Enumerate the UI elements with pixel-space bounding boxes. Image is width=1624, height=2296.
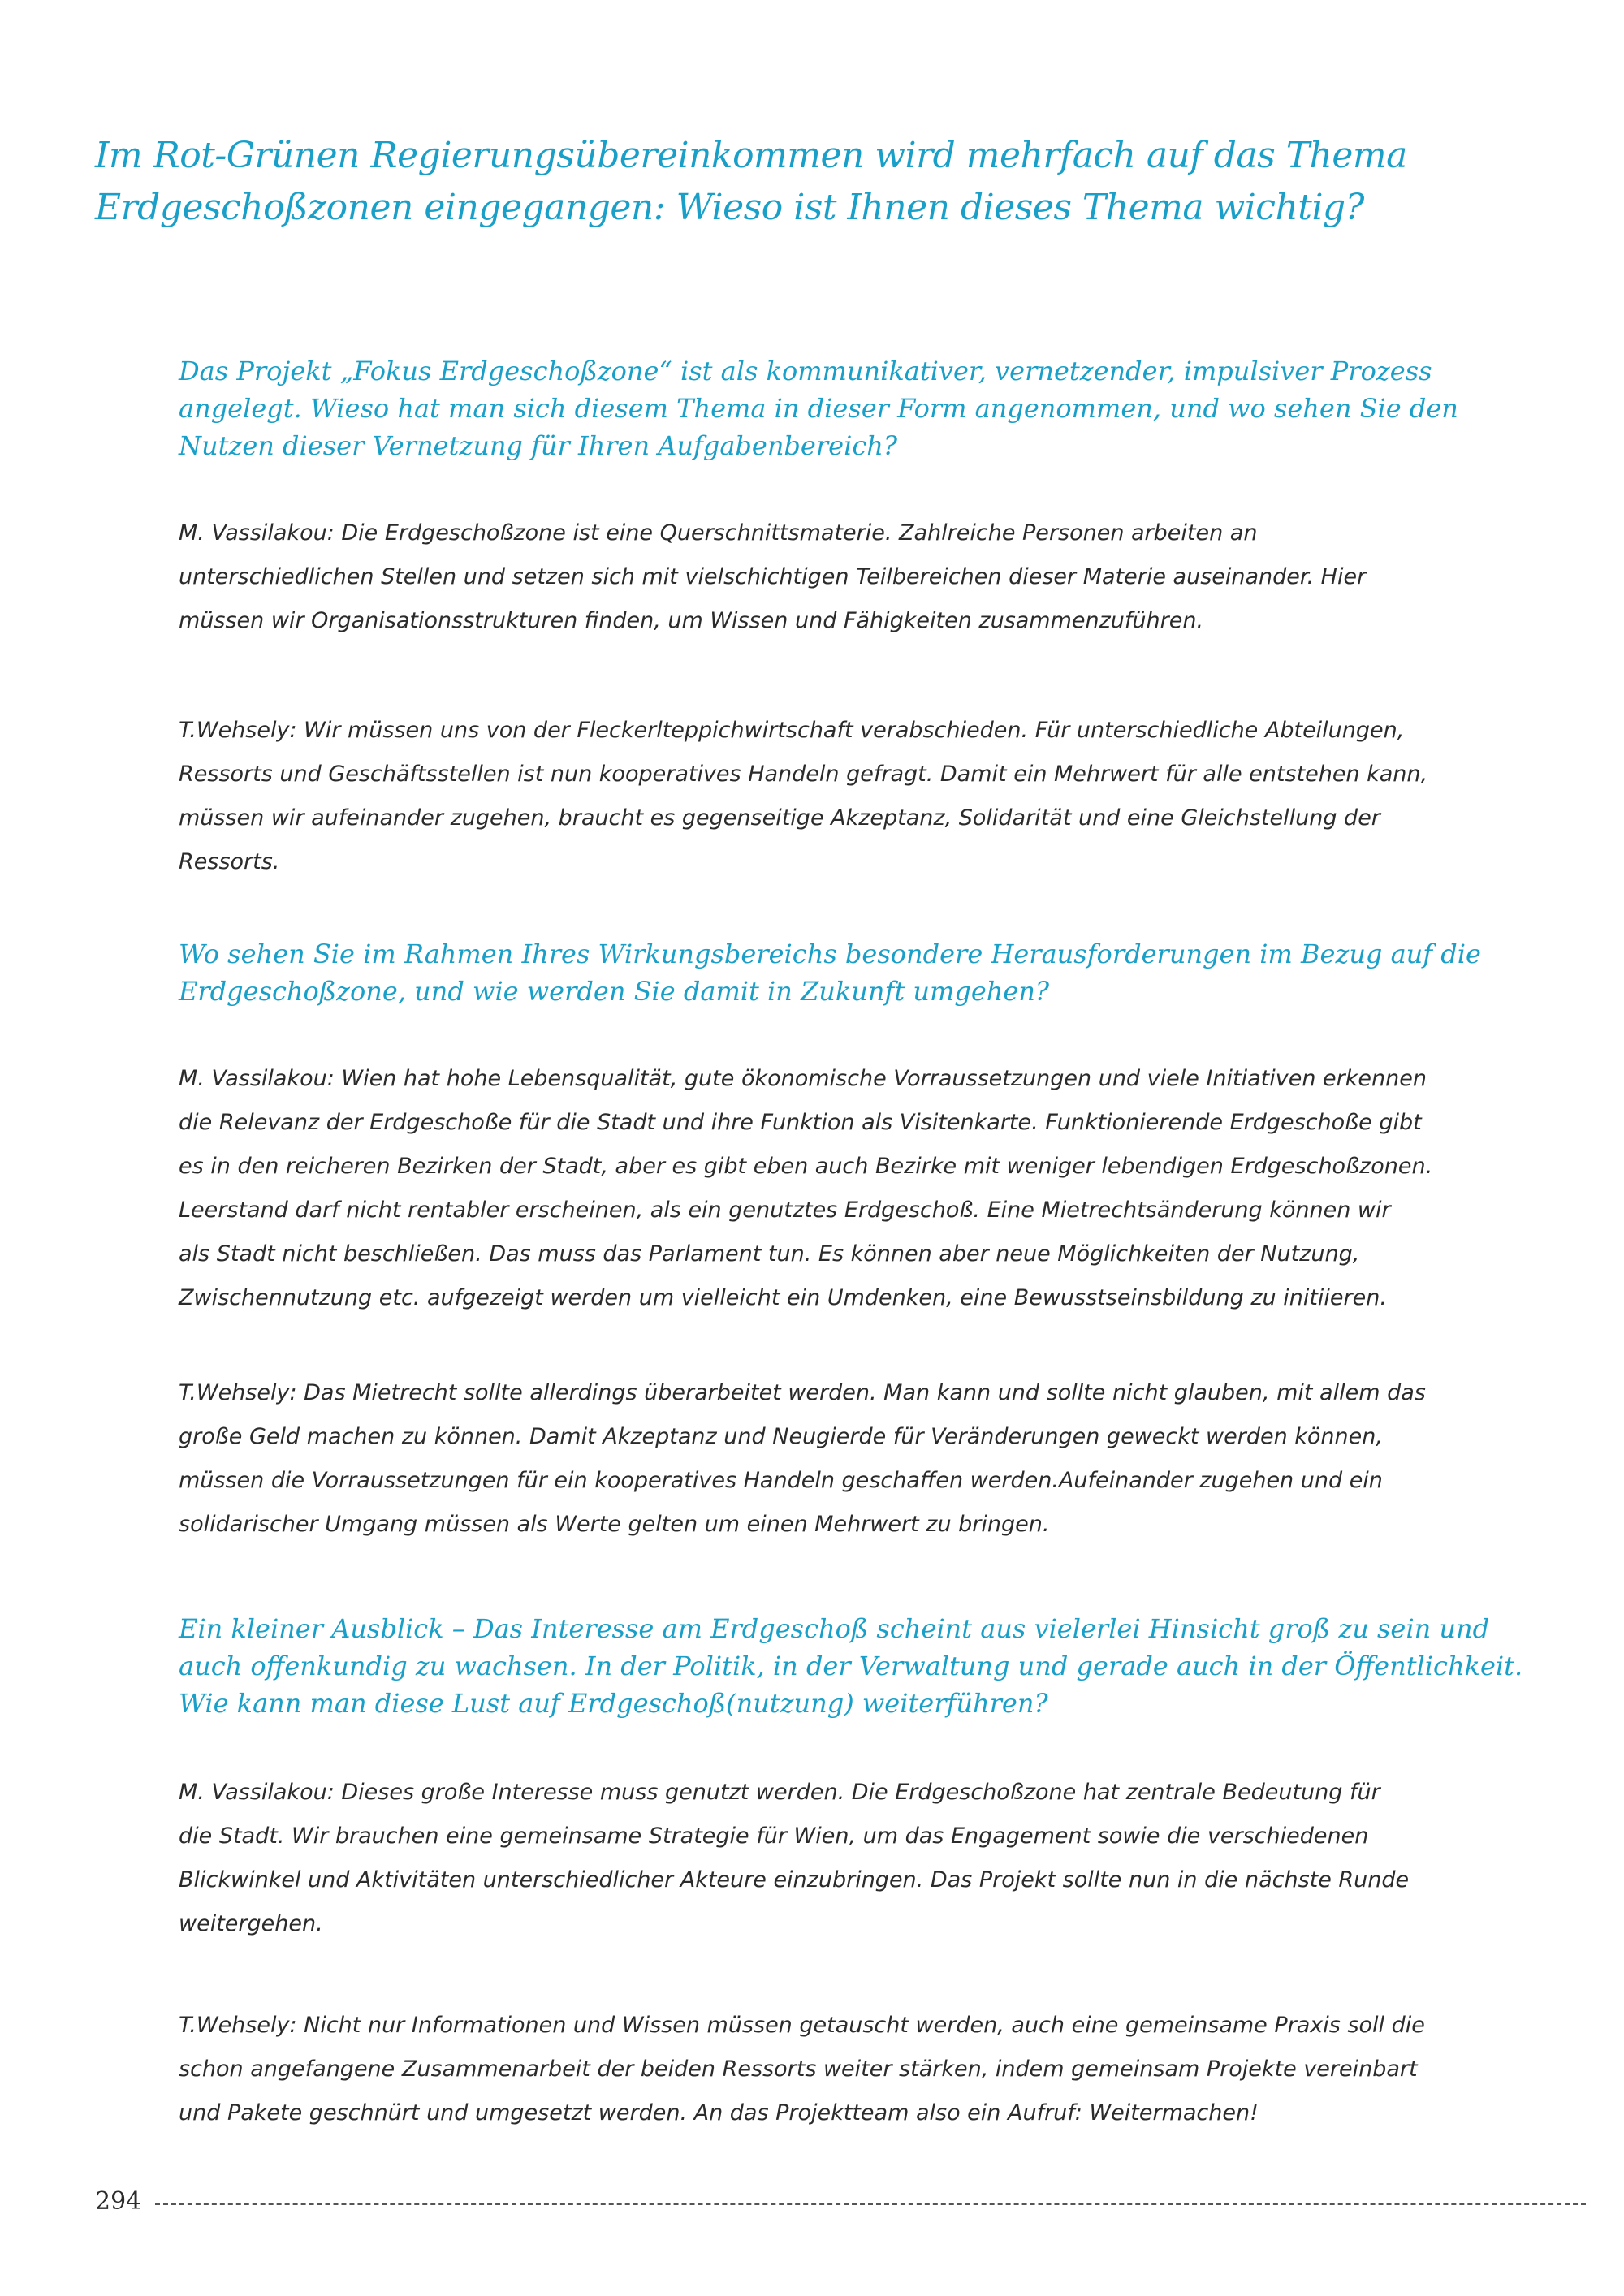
interview-question <box>179 1610 1559 1722</box>
answer-line: große Geld machen zu können. Damit Akzeptanz und Neugierde für Veränderungen geweckt werden können, <box>179 1424 1383 1449</box>
answer-line: T.Wehsely: Das Mietrecht sollte allerdings überarbeitet werden. Man kann und sollte nicht glauben, mit allem das <box>179 1380 1426 1405</box>
answer-line: Leerstand darf nicht rentabler erscheinen, als ein genutztes Erdgeschoß. Eine Mietrechtsänderung können wir <box>179 1198 1391 1223</box>
answer-paragraph <box>179 1371 1559 1547</box>
answer-line: es in den reicheren Bezirken der Stadt, aber es gibt eben auch Bezirke mit weniger lebendigen Erdgeschoßzonen. <box>179 1154 1433 1179</box>
answer-line: Ressorts und Geschäftsstellen ist nun kooperatives Handeln gefragt. Damit ein Mehrwert für alle entstehen kann, <box>179 762 1428 787</box>
heading-line: Im Rot-Grünen Regierungsübereinkommen wird mehrfach auf das Thema <box>95 135 1407 176</box>
question-line: Ein kleiner Ausblick – Das Interesse am Erdgeschoß scheint aus vielerlei Hinsicht groß zu sein und <box>179 1613 1490 1644</box>
answer-paragraph <box>179 709 1559 884</box>
answer-line: die Stadt. Wir brauchen eine gemeinsame Strategie für Wien, um das Engagement sowie die verschiedenen <box>179 1823 1369 1849</box>
answer-line: solidarischer Umgang müssen als Werte gelten um einen Mehrwert zu bringen. <box>179 1512 1050 1537</box>
answer-line: T.Wehsely: Nicht nur Informationen und Wissen müssen getauscht werden, auch eine gemeinsame Praxis soll die <box>179 2013 1425 2038</box>
page-footer <box>95 2186 1586 2218</box>
answer-line: M. Vassilakou: Die Erdgeschoßzone ist eine Querschnittsmaterie. Zahlreiche Personen arbeiten an <box>179 520 1258 546</box>
page-heading <box>95 130 1557 234</box>
answer-line: schon angefangene Zusammenarbeit der beiden Ressorts weiter stärken, indem gemeinsam Projekte vereinbart <box>179 2056 1418 2082</box>
answer-line: und Pakete geschnürt und umgesetzt werden. An das Projektteam also ein Aufruf: Weitermachen! <box>179 2100 1259 2126</box>
footer-dashed-rule <box>155 2203 1586 2205</box>
answer-line: Ressorts. <box>179 849 280 874</box>
answer-line: Blickwinkel und Aktivitäten unterschiedlicher Akteure einzubringen. Das Projekt sollte nun in die nächste Runde <box>179 1867 1410 1892</box>
question-line: Wo sehen Sie im Rahmen Ihres Wirkungsbereichs besondere Herausforderungen im Bezug auf die <box>179 939 1481 969</box>
question-line: Wie kann man diese Lust auf Erdgeschoß(nutzung) weiterführen? <box>179 1688 1048 1719</box>
question-line: Erdgeschoßzone, und wie werden Sie damit in Zukunft umgehen? <box>179 976 1050 1007</box>
answer-paragraph <box>179 2004 1559 2135</box>
answer-line: als Stadt nicht beschließen. Das muss das Parlament tun. Es können aber neue Möglichkeiten der Nutzung, <box>179 1241 1360 1267</box>
answer-line: Zwischennutzung etc. aufgezeigt werden um vielleicht ein Umdenken, eine Bewusstseinsbildung zu initiieren. <box>179 1285 1387 1310</box>
answer-paragraph <box>179 1057 1559 1320</box>
answer-line: M. Vassilakou: Wien hat hohe Lebensqualität, gute ökonomische Vorraussetzungen und viele Initiativen erkennen <box>179 1066 1427 1091</box>
answer-line: weitergehen. <box>179 1911 323 1936</box>
answer-line: müssen die Vorraussetzungen für ein kooperatives Handeln geschaffen werden.Aufeinander zugehen und ein <box>179 1468 1383 1493</box>
heading-line: Erdgeschoßzonen eingegangen: Wieso ist Ihnen dieses Thema wichtig? <box>95 187 1364 228</box>
interview-question <box>179 935 1559 1010</box>
answer-paragraph <box>179 511 1559 643</box>
answer-line: unterschiedlichen Stellen und setzen sich mit vielschichtigen Teilbereichen dieser Materie auseinander. Hier <box>179 564 1367 589</box>
answer-line: müssen wir aufeinander zugehen, braucht es gegenseitige Akzeptanz, Solidarität und eine Gleichstellung der <box>179 805 1380 831</box>
answer-paragraph <box>179 1771 1559 1946</box>
question-line: angelegt. Wieso hat man sich diesem Thema in dieser Form angenommen, und wo sehen Sie den <box>179 393 1458 424</box>
answer-line: müssen wir Organisationsstrukturen finden, um Wissen und Fähigkeiten zusammenzuführen. <box>179 608 1204 633</box>
interview-question <box>179 352 1559 464</box>
page-number: 294 <box>95 2187 142 2216</box>
question-line: Nutzen dieser Vernetzung für Ihren Aufgabenbereich? <box>179 430 897 461</box>
answer-line: die Relevanz der Erdgeschoße für die Stadt und ihre Funktion als Visitenkarte. Funktionierende Erdgeschoße gibt <box>179 1110 1422 1135</box>
answer-line: T.Wehsely: Wir müssen uns von der Fleckerlteppichwirtschaft verabschieden. Für unterschiedliche Abteilungen, <box>179 718 1405 743</box>
question-line: auch offenkundig zu wachsen. In der Politik, in der Verwaltung und gerade auch in der Öffentlichkeit. <box>179 1651 1523 1681</box>
question-line: Das Projekt „Fokus Erdgeschoßzone“ ist als kommunikativer, vernetzender, impulsiver Prozess <box>179 356 1432 386</box>
answer-line: M. Vassilakou: Dieses große Interesse muss genutzt werden. Die Erdgeschoßzone hat zentrale Bedeutung für <box>179 1780 1380 1805</box>
